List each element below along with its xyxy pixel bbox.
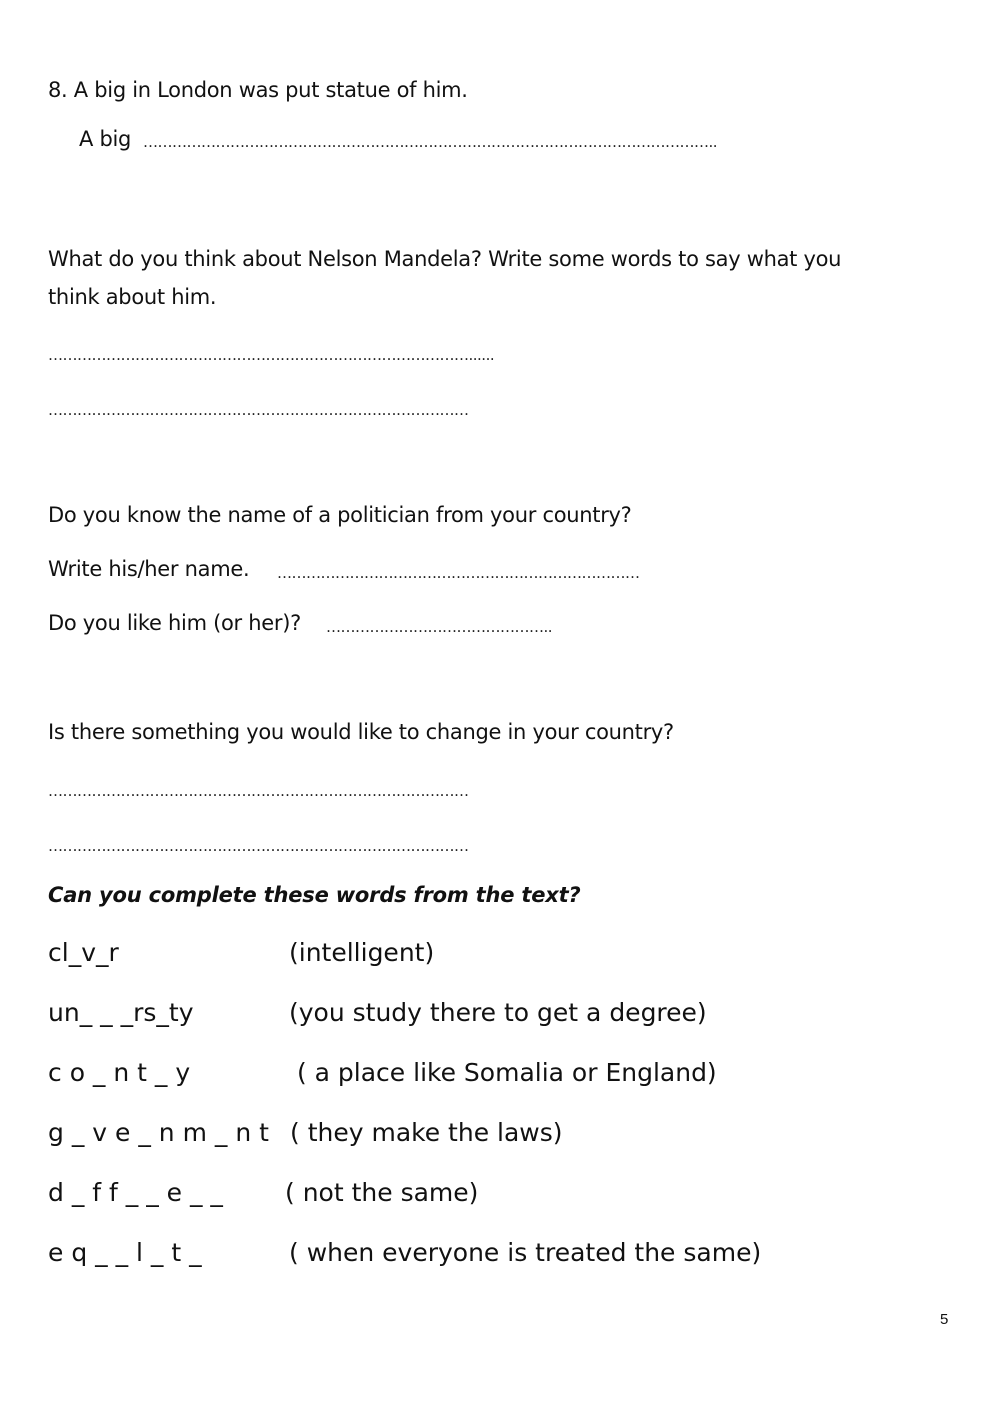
politician-question: Do you know the name of a politician from your country? [48,503,632,527]
word-item-5-definition: ( not the same) [285,1178,479,1207]
word-item-3-word: c o _ n t _ y [48,1058,191,1087]
opinion-answer-line-1[interactable]: ……………………………………………………………………………...... [48,346,495,364]
q8-answer-line[interactable]: ……………………………………………………………………………………………………….. [143,133,718,151]
opinion-answer-line-2[interactable]: …………………………………………………………………………… [48,401,469,419]
word-completion-heading: Can you complete these words from the text? [48,883,581,907]
change-answer-line-2[interactable]: …………………………………………………………………………… [48,837,469,855]
word-item-6-word: e q _ _ l _ t _ [48,1238,202,1267]
opinion-question-line2: think about him. [48,285,217,309]
word-item-4-word: g _ v e _ n m _ n t [48,1118,269,1147]
page-number: 5 [940,1311,949,1328]
word-item-5-word: d _ f f _ _ e _ _ [48,1178,223,1207]
politician-like-prompt: Do you like him (or her)? [48,611,301,635]
politician-name-prompt: Write his/her name. [48,557,250,581]
word-item-3-definition: ( a place like Somalia or England) [289,1058,717,1087]
politician-like-line[interactable]: ……………………………………….. [326,618,553,636]
q8-answer-prompt: A big [79,127,132,151]
word-item-4-definition: ( they make the laws) [290,1118,563,1147]
word-item-1-definition: (intelligent) [289,938,435,967]
word-item-2-definition: (you study there to get a degree) [289,998,707,1027]
change-answer-line-1[interactable]: …………………………………………………………………………… [48,782,469,800]
opinion-question-line1: What do you think about Nelson Mandela? Write some words to say what you [48,247,842,271]
word-item-1-word: cl_v_r [48,938,119,967]
politician-name-line[interactable]: ………………………………………………………………… [277,564,640,582]
q8-sentence: 8. A big in London was put statue of him. [48,78,468,102]
word-item-6-definition: ( when everyone is treated the same) [289,1238,762,1267]
word-item-2-word: un_ _ _rs_ty [48,998,194,1027]
change-question: Is there something you would like to change in your country? [48,720,674,744]
